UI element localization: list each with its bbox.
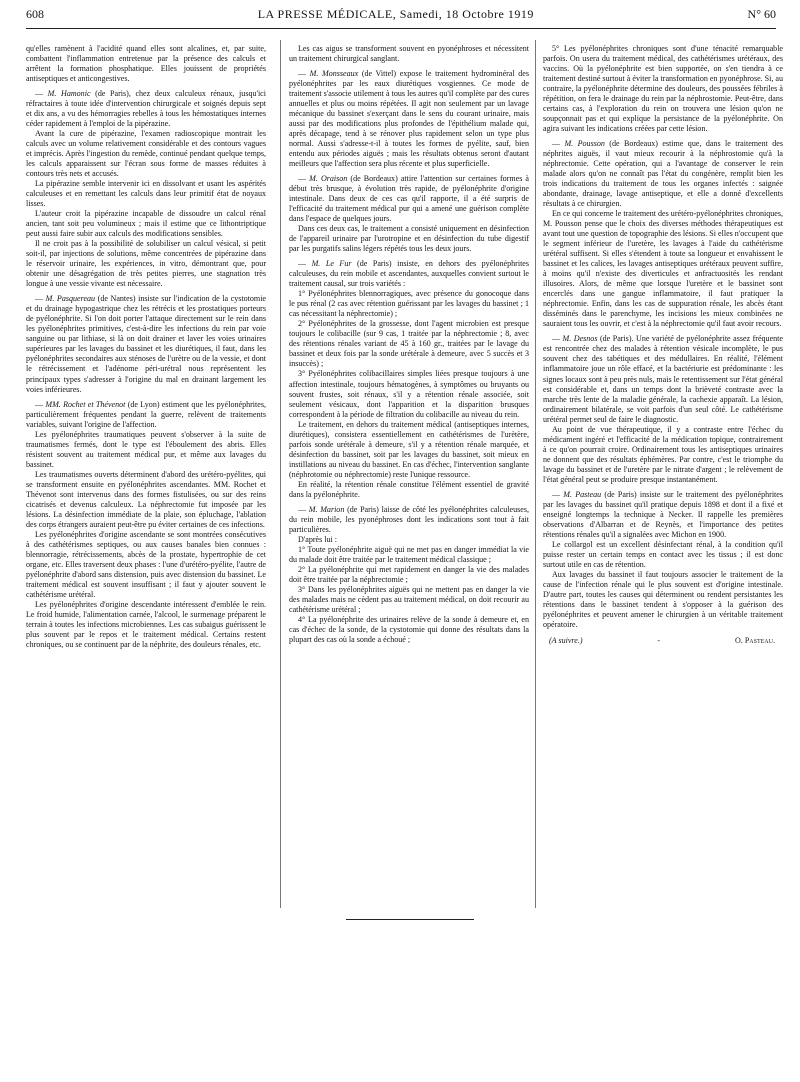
em-dash: — <box>298 504 309 514</box>
paragraph-text: Aux lavages du bassinet il faut toujours associer le traitement de la cause de l'infection rénale qui le plus souvent est d'origine intestinale. D'autre part, toutes les causes qui déterminent ou rendent persistantes les rétentions dans le bassinet tendent à s'opposer à la guérison des pyélonéphrites et peuvent amener le chirurgien à un véritable traitement opératoire. <box>543 569 783 629</box>
paragraph-text: (de Vittel) expose le traitement hydrominéral des pyélonéphrites par les eaux diurétiques vosgiennes. Ce mode de traitement s'associe utilement à tous les autres qu'il complète par des cures annuelles et plus ou moins répétées. Il agit non seulement par un lavage mécanique du bassinet s'exerçant dans le sens du courant urinaire, mais aussi par des modifications plus profondes de l'épithélium malade qui, après décapage, tend à se rénover plus rapidement selon un type plus normal. Aussi s'adresse-t-il à toutes les formes de pyélite, sauf, bien entendu aux périodes aiguës ; mais les résultats obtenus seront d'autant meilleurs que l'affection sera plus récente et plus superficielle. <box>289 69 529 169</box>
em-dash: — <box>298 174 310 184</box>
speaker-name: M. Pasquereau <box>45 294 96 304</box>
page-header <box>26 0 776 28</box>
paragraph-text: (de Paris) insiste sur le traitement des pyélonéphrites par les lavages du bassinet qu'il pratique depuis 1898 et dont il a fixé et enseigné longtemps la technique à Necker. Il rappelle les premières observations d'Albarran et de Reynès, et l'importance des petites rétentions rénales qu'il a signalées avec Michon en 1900. <box>543 489 783 539</box>
paragraph-text: La pipérazine semble intervenir ici en dissolvant et usant les aspérités calculeuses et en remettant les calculs dans leur primitif état de noyaux lisses. <box>26 179 266 209</box>
em-dash: — <box>298 69 310 79</box>
paragraph-text: 1° Pyélonéphrites blennorragiques, avec présence du gonocoque dans le pus rénal (2 cas avec rétention guérissant par les lavages du bassinet ; 1 cas nécessitant la néphrectomie) ; <box>289 289 529 319</box>
to-be-continued: (A suivre.) <box>549 635 583 645</box>
journal-title: LA PRESSE MÉDICALE, Samedi, 18 Octobre 1919 <box>257 6 534 21</box>
speaker-name: M. Pasteau <box>563 489 602 499</box>
issue-number: N° 60 <box>747 6 776 21</box>
paragraph-text: Dans ces deux cas, le traitement a consisté uniquement en désinfection de l'appareil urinaire par l'urotropine et en désinfection du tube digestif par les purgatifs salins légers répétés tous les deux jours. <box>289 224 529 254</box>
paragraph-text: Avant la cure de pipérazine, l'examen radioscopique montrait les calculs avec un volume relativement considérable et des contours vagues et imprécis. Après l'ingestion du remède, continué pendant quelque temps, les calculs apparaissent sur l'écran sous forme de masses réduites à contours très nets et accusés. <box>26 129 266 179</box>
paragraph-text: En ce qui concerne le traitement des urétéro-pyélonéphrites chroniques, M. Pousson pense que le choix des diverses méthodes thérapeutiques est avant tout une question de topographie des lésions. Si elles n'occupent que le segment inférieur de l'uretère, les lavages à l'aide du cathétérisme urétéral suffisent. Si elles s'étendent à toute sa longueur et envahissent le bassinet et les calices, les lavages antiseptiques urétéraux peuvent suffire, à moins qu'il n'existe des diverticules et anfractuosités les rendant illusoires. Alors, de même que lorsque l'uretère et le bassinet sont encerclés dans une gangue inflammatoire, il faut pratiquer la néphrectomie. Enfin, dans les cas de suppuration rénale, les abcès étant disséminés dans le parenchyme, les incisions les mieux combinées ne sauraient tous les ouvrir, et c'est à la néphrectomie qu'il faut avoir recours. <box>543 209 783 329</box>
text-column-1 <box>26 44 266 650</box>
paragraph <box>289 585 529 615</box>
paragraph <box>543 44 783 134</box>
paragraph-text: 1° Toute pyélonéphrite aiguë qui ne met pas en danger immédiat la vie du malade doit être traitée par le traitement médical classique ; <box>289 544 529 564</box>
paragraph-text: (de Paris) insiste, en dehors des pyélonéphrites calculeuses, du rein mobile et ascendantes, auxquelles convient surtout le traitement causal, sur trois variétés : <box>289 259 530 289</box>
em-dash: — <box>35 399 46 409</box>
paragraph-text: 5° Les pyélonéphrites chroniques sont d'une ténacité remarquable parfois. On usera du traitement médical, des cathétérismes urétéraux, des vaccins. Où la pyélonéphrite est bien supportée, on s'en tiendra à ce traitement destiné surtout à éviter la transformation en pyonéphrose. Si, au contraire, la pyélonéphrite détermine des douleurs, des poussées fébriles à répétition, on fera le drainage du rein par la néphrostomie. Peut-être, dans certains cas, à l'exploration du rein on trouvera une lésion qu'on ne soupçonnait pas et qui explique la persistance de la pyélonéphrite. On agira suivant les indications créées par cette lésion. <box>543 44 783 134</box>
speaker-paragraph <box>289 259 529 289</box>
paragraph-text: Les cas aigus se transforment souvent en pyonéphroses et nécessitent un traitement chirurgical sanglant. <box>289 44 529 64</box>
speaker-paragraph <box>543 139 783 209</box>
paragraph <box>26 600 266 650</box>
paragraph-text: 4° La pyélonéphrite des urinaires relève de la sonde à demeure et, en cas d'échec de la sonde, de la cystotomie qui donne des résultats dans la plupart des cas où la sonde a échoué ; <box>289 614 529 644</box>
paragraph-text: (de Paris). Une variété de pyélonéphrite assez fréquente est rencontrée chez des malades à rétention vésicale incomplète, le pus souvent chez des tabétiques et des médullaires. En réalité, l'élément inflammatoire joue un rôle effacé, et la bactériurie est prédominante : les signes locaux sont à peu près nuls, mais le retentissement sur l'état général est considérable et, dans un temps dont la brièveté contraste avec la marche très lente de la maladie générale, la cachexie apparaît. La lésion, ordinairement bilatérale, se voit parfois d'un seul côté. Le cathétérisme urétéral permet seul de faire le diagnostic. <box>543 334 783 424</box>
paragraph <box>26 470 266 530</box>
speaker-name: MM. Rochet et Thévenot <box>45 399 126 409</box>
paragraph <box>26 239 266 289</box>
speaker-name: M. Marion <box>308 504 345 514</box>
speaker-paragraph <box>543 490 783 540</box>
column-divider <box>280 40 281 908</box>
paragraph <box>289 44 529 64</box>
paragraph-text: Le traitement, en dehors du traitement médical (antiseptiques internes, diurétiques), consistera essentiellement en cathétérismes de l'urètère, parfois sonde urétérale à demeure, s'il y a rétention rénale marquée, et désinfection du bassinet, soit par les lavages du bassinet, soit mieux en instillations au niveau du bassinet. En cas d'échec, l'intervention sanglante (néphrotomie ou néphrectomie) reste l'unique ressource. <box>289 419 529 479</box>
paragraph-text: Il ne croit pas à la possibilité de solubiliser un calcul vésical, si petit soit-il, par injections de solutions, même concentrées de pipérazine dans le réservoir urinaire, les expériences, in vitro, démontrant que, pour obtenir une désagrégation de très petites pierres, une stagnation très longue à une vessie vivante est nécessaire. <box>26 239 266 289</box>
paragraph-text: 2° La pyélonéphrite qui met rapidement en danger la vie des malades doit être traitée par la néphrectomie ; <box>289 564 529 584</box>
paragraph <box>26 430 266 470</box>
paragraph-text: L'auteur croit la pipérazine incapable de dissoudre un calcul rénal ancien, tant soit peu volumineux ; mais il estime que ce lithontriptique peut aussi faire subir aux calculs des modifications sensibles. <box>26 209 266 239</box>
column-divider <box>535 40 536 908</box>
paragraph-text: (de Paris) laisse de côté les pyélonéphrites calculeuses, du rein mobile, les pyonéphroses dont les indications sont tout à fait particulières. <box>289 504 530 534</box>
paragraph <box>289 535 529 545</box>
paragraph <box>543 209 783 329</box>
em-dash: — <box>552 334 563 344</box>
paragraph <box>289 480 529 500</box>
paragraph-text: qu'elles ramènent à l'acidité quand elles sont alcalines, et, par suite, combattent l'inflammation entretenue par la présence des calculs et arrêtent la formation phosphatique. Elles jouissent de propriétés antiseptiques et anticongestives. <box>26 44 266 84</box>
speaker-name: M. Monsseaux <box>309 69 359 79</box>
page-number: 608 <box>26 6 44 21</box>
paragraph <box>289 319 529 369</box>
paragraph <box>26 129 266 179</box>
paragraph <box>26 209 266 239</box>
paragraph-text: Les traumatismes ouverts déterminent d'abord des urétéro-pyélites, qui se transforment ensuite en pyélonéphrites ascendantes. MM. Rochet et Thévenot sont intervenus dans des formes fistulisées, ou sur des reins cicatrisés et devenus calculeux. La néphrectomie fut imposée par les lésions. La désinfection immédiate de la plaie, son épluchage, l'ablation des corps étrangers auraient peut-être pu éviter certaines de ces infections. <box>26 469 266 529</box>
speaker-paragraph <box>26 294 266 394</box>
speaker-name: M. Desnos <box>562 334 598 344</box>
paragraph-text: Les pyélonéphrites traumatiques peuvent s'observer à la suite de traumatismes fermés, dont le type est l'éboulement des abris. Elles résistent souvent au traitement médical pur, et même aux lavages du bassinet. <box>26 429 266 469</box>
paragraph <box>543 540 783 570</box>
paragraph-text: 3° Pyélonéphrites colibacillaires simples liées presque toujours à une affection intestinale, toujours hématogènes, à symptômes ou bruyants ou souvent frustes, soit rénaux, s'il y a rétention rénale associée, soit seulement vésicaux, dont l'apparition et la disparition brusques correspondent à la période de filtration du colibacille au niveau du rein. <box>289 369 529 419</box>
paragraph-text: (de Lyon) estiment que les pyélonéphrites, particulièrement fréquentes pendant la guerre, relèvent de traitements variables, suivant l'origine de l'affection. <box>26 399 266 429</box>
paragraph <box>26 44 266 84</box>
em-dash: — <box>552 489 564 499</box>
paragraph-text: 2° Pyélonéphrites de la grossesse, dont l'agent microbien est presque toujours le colibacille (sur 9 cas, 1 traitée par la néphrectomie ; 8, avec des rétentions rénales variant de 45 à 160 gr., traitées par le lavage du bassinet et deux fois par la sonde urétérale à demeure, avec 5 succès et 3 insuccès) ; <box>289 319 529 369</box>
speaker-name: M. Le Fur <box>311 259 352 269</box>
paragraph-text: Au point de vue thérapeutique, il y a contraste entre l'échec du médicament ingéré et l'efficacité de la médication topique, contrairement à ce qu'on pourrait croire. Ordinairement tous les antiseptiques urinaires ne donnent que des résultats éphémères. Par contre, c'est le triomphe du lavage du bassinet et de l'uretère par le nitrate d'argent ; le relèvement de l'état général peut se produire presque instantanément. <box>543 424 783 484</box>
em-dash: — <box>35 89 48 99</box>
em-dash: — <box>35 294 46 304</box>
paragraph-text: En réalité, la rétention rénale constitue l'élément essentiel de gravité dans la pyélonéphrite. <box>289 479 529 499</box>
em-dash: — <box>552 139 565 149</box>
speaker-paragraph <box>289 505 529 535</box>
paragraph-text: Les pyélonéphrites d'origine descendante intéressent d'emblée le rein. Le froid humide, l'alimentation carnée, l'alcool, le surmenage préparent le terrain à toutes les infections microbiennes. Les cas subaigus guérissent le plus souvent par le repos et le traitement médical. Certains restent chroniques, ou se continuent par de la néphrite, des douleurs rénales, etc. <box>26 599 266 649</box>
text-column-3 <box>543 44 783 646</box>
paragraph-text: (de Paris), chez deux calculeux rénaux, jusqu'ici réfractaires à toute idée d'intervention chirurgicale et soignés depuis sept et dix ans, a vu des hémorragies rebelles à tous les hémostatiques internes céder rapidement à l'emploi de la pipérazine. <box>26 89 266 129</box>
paragraph <box>289 420 529 480</box>
paragraph <box>289 545 529 565</box>
speaker-name: M. Hamonic <box>47 89 91 99</box>
speaker-paragraph <box>26 400 266 430</box>
author-signature: O. Pasteau. <box>735 635 775 645</box>
paragraph-text: (de Nantes) insiste sur l'indication de la cystotomie et du drainage hypogastrique chez les rétrécis et les prostatiques porteurs de pyélonéphrite. Si l'on doit porter l'attaque directement sur le rein dans les pyélonéphrites primitives, c'est-à-dire les infections du rein par voie sanguine ou par lithiase, si là on doit drainer et laver les voies urinaires supérieures par les lavages du bassinet et les diurétiques, il faut, dans les pyélonéphrites secondaires aux sténoses de l'urètre ou de la vessie, et dont le rétrécissement et l'adénome péri-urétral nous représentent les principaux types s'adresser à l'origine du mal en drainant largement les voies inférieures. <box>26 294 266 394</box>
text-column-2 <box>289 44 529 645</box>
paragraph <box>289 615 529 645</box>
signature-dash: - <box>657 635 661 645</box>
paragraph-text: Les pyélonéphrites d'origine ascendante se sont montrées consécutives à des cathétérismes septiques, ou aux causes banales bien connues : blennorragie, rétrécissements, abcès de la prostate, hypertrophie de cet organe, etc. Elles traversent deux phases : l'une d'urétéro-pyélite, l'autre de pyélonéphrite d'abord sans distension, puis avec distension du bassinet. Le traitement médical est souvent insuffisant ; il faut y ajouter souvent le cathétérisme urétéral. <box>26 529 266 599</box>
article-end-rule <box>346 919 474 920</box>
speaker-paragraph <box>543 334 783 424</box>
paragraph-text: (de Bordeaux) attire l'attention sur certaines formes à début très brusque, à évolution très rapide, de pyélonéphrite d'origine intestinale. Dans deux de ces cas qu'il rapporte, il a été surpris de l'efficacité du traitement médical pur qui a amené une guérison complète dans l'espace de quelques jours. <box>289 174 529 224</box>
speaker-paragraph <box>289 69 529 169</box>
paragraph-text: Le collargol est un excellent désinfectant rénal, à la condition qu'il puisse rester un certain temps en contact avec les tissus ; il est donc surtout utile en cas de rétention. <box>543 539 783 569</box>
header-rule <box>26 28 776 29</box>
paragraph <box>543 425 783 485</box>
paragraph <box>26 179 266 209</box>
paragraph <box>289 565 529 585</box>
paragraph <box>289 224 529 254</box>
paragraph-text: (de Bordeaux) estime que, dans le traitement des néphrites aiguës, il vaut mieux recourir à la néphrostomie qu'à la néphrectomie. Cette opération, qui a l'avantage de conserver le rein malade alors qu'on ne connaît pas l'état du congénère, remplit bien les trois indications du traitement de tous les organes infectés : saignée abondante, drainage, lavage antiseptique, et elle a donné d'excellents résultats à ce chirurgien. <box>543 139 783 209</box>
speaker-name: M. Oraison <box>309 174 348 184</box>
speaker-paragraph <box>26 89 266 129</box>
paragraph <box>289 369 529 419</box>
speaker-paragraph <box>289 174 529 224</box>
paragraph <box>543 570 783 630</box>
paragraph <box>26 530 266 600</box>
paragraph-text: D'après lui : <box>298 534 337 544</box>
speaker-name: M. Pousson <box>564 139 605 149</box>
paragraph-text: 3° Dans les pyélonéphrites aiguës qui ne mettent pas en danger la vie des malades mais ne cèdent pas au traitement médical, on doit recourir au cathétérisme urétéral ; <box>289 584 529 614</box>
signature-line <box>543 636 783 646</box>
em-dash: — <box>298 259 312 269</box>
paragraph <box>289 289 529 319</box>
